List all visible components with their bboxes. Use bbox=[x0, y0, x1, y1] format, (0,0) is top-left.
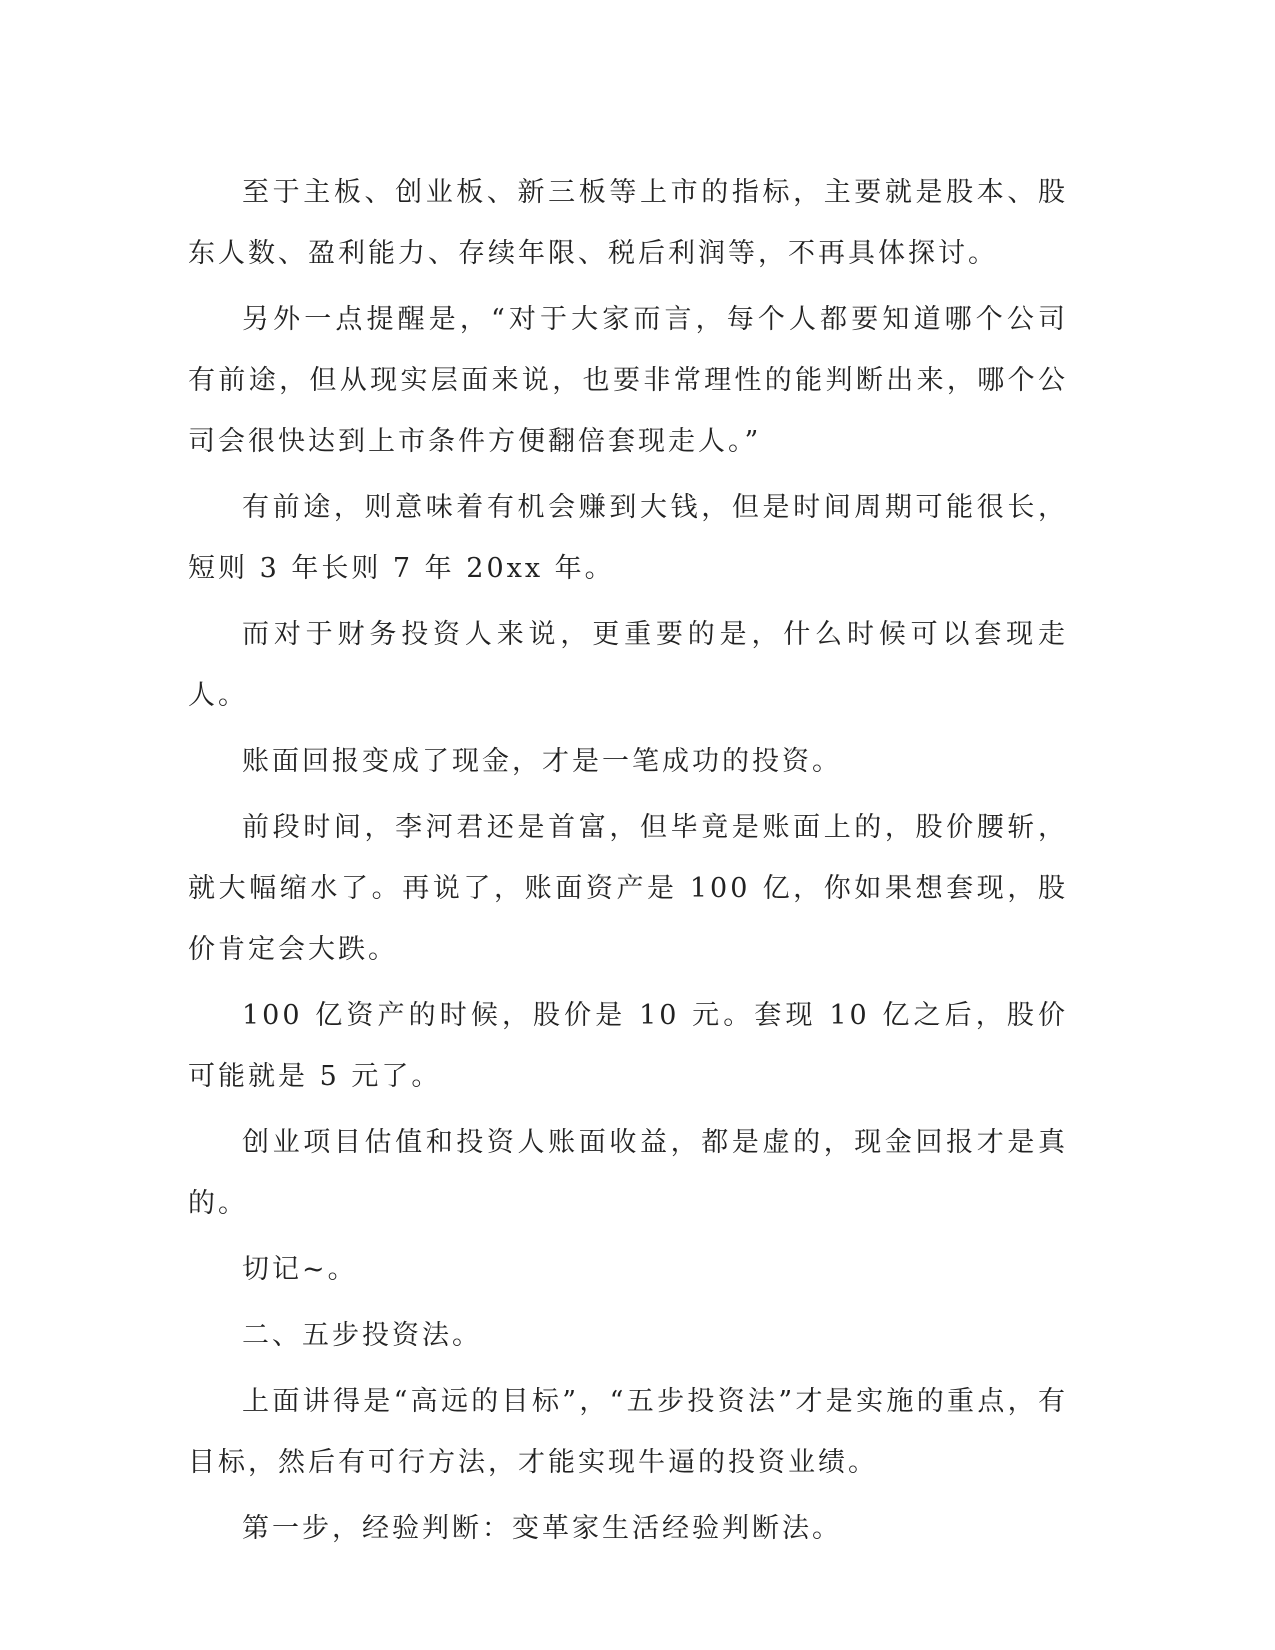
paragraph-6: 前段时间，李河君还是首富，但毕竟是账面上的，股价腰斩，就大幅缩水了。再说了，账面资产是 100 亿，你如果想套现，股价肯定会大跌。 bbox=[188, 812, 1068, 965]
paragraph-9: 切记~。 bbox=[242, 1254, 358, 1285]
paragraph-8: 创业项目估值和投资人账面收益，都是虚的，现金回报才是真的。 bbox=[188, 1127, 1068, 1219]
paragraph-7: 100 亿资产的时候，股价是 10 元。套现 10 亿之后，股价可能就是 5 元了。 bbox=[188, 1000, 1068, 1092]
paragraph-5: 账面回报变成了现金，才是一笔成功的投资。 bbox=[242, 746, 842, 777]
paragraph-11: 上面讲得是“高远的目标”，“五步投资法”才是实施的重点，有目标，然后有可行方法，才能实现牛逼的投资业绩。 bbox=[188, 1386, 1068, 1478]
document-body bbox=[188, 162, 1068, 1564]
paragraph-3: 有前途，则意味着有机会赚到大钱，但是时间周期可能很长，短则 3 年长则 7 年 20xx 年。 bbox=[188, 492, 1068, 584]
section-heading: 二、五步投资法。 bbox=[242, 1320, 482, 1351]
paragraph-4: 而对于财务投资人来说，更重要的是，什么时候可以套现走人。 bbox=[188, 619, 1068, 711]
paragraph-1: 至于主板、创业板、新三板等上市的指标，主要就是股本、股东人数、盈利能力、存续年限、税后利润等，不再具体探讨。 bbox=[188, 177, 1068, 269]
paragraph-2: 另外一点提醒是，“对于大家而言，每个人都要知道哪个公司有前途，但从现实层面来说，也要非常理性的能判断出来，哪个公司会很快达到上市条件方便翻倍套现走人。” bbox=[188, 304, 1068, 457]
paragraph-12: 第一步，经验判断：变革家生活经验判断法。 bbox=[242, 1513, 842, 1544]
